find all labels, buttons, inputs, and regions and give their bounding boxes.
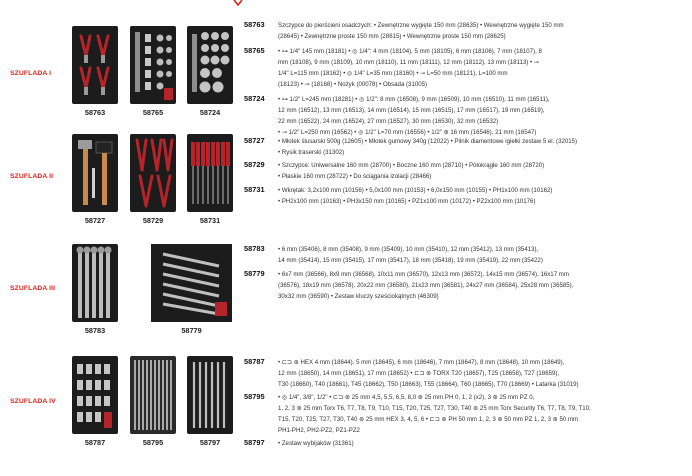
thumb-code: 58783 [84,326,106,335]
entry-number: 58729 [244,160,265,169]
product-thumb-58724[interactable] [187,26,233,117]
entry-number: 58797 [244,438,265,447]
pliers-tray-icon [130,134,176,212]
socket-set-tray-icon [130,26,176,104]
product-thumb-58731[interactable] [187,134,233,225]
top-accent-mark [233,0,243,6]
product-thumb-58729[interactable] [130,134,176,225]
entry-number: 58731 [244,185,265,194]
product-thumb-58797[interactable] [187,356,233,447]
product-thumb-58763[interactable] [72,26,118,117]
bit-tray-icon [130,356,176,434]
entry-description: • Szczypce: Uniwersalne 160 mm (28700) • Boczne 160 mm (28710) • Półokrągłe 160 mm (28720) • Płaskie 160 mm (28722) • Do ściągania izolacji (28466) [278,162,545,180]
screwdriver-tray-icon [187,134,233,212]
entry-number: 58763 [244,20,265,29]
entry-number: 58795 [244,392,265,401]
entry-description: • ⊶ 1/4" 145 mm (18181) • ◎ 1/4": 4 mm (18104), 5 mm (18105), 6 mm (18106), 7 mm (18107), 8 mm (18108), 9 mm (18109), 10 mm (18110), 11 mm (18111), 12 mm (18112), 13 mm (18113) • ⊸ 1/4" L=115 mm (18162) • ◎ 1/4" L=35 mm (18160) • ⊸ L=50 mm (18121), L=100 mm (18123) • ⊸ (18168) • Nożyk (00078) • Obsada (31005) [278,48,542,88]
drawer-label-4: SZUFLADA IV [10,398,56,405]
thumb-code: 58795 [142,438,164,447]
entry-description: • Wkrętak: 3,2x100 mm (10156) • 5,0x100 mm (10153) • 6,0x150 mm (10155) • PH1x100 mm (10162) • PH2x100 mm (10163) • PH3x150 mm (10165) • PZ1x100 mm (10172) • PZ2x100 mm (10176) [278,187,553,205]
entry-number: 58724 [244,94,265,103]
entry-description: • Zestaw wybijaków (31361) [278,440,354,447]
product-thumb-58787[interactable] [72,356,118,447]
offset-wrench-tray-icon [151,244,232,322]
product-thumb-58783[interactable] [72,244,118,335]
entry-number: 58779 [244,269,265,278]
thumb-code: 58727 [84,216,106,225]
drawer-label-2: SZUFLADA II [10,173,54,180]
entry-number: 58727 [244,136,265,145]
pliers-tray-icon [72,26,118,104]
entry-number: 58787 [244,357,265,366]
product-thumb-58779[interactable] [151,244,232,335]
entry-description: • ⊏⊐ ⊛ HEX 4 mm (18644), 5 mm (18645), 6 mm (18646), 7 mm (18647), 8 mm (18648), 10 mm (18649), 12 mm (18650), 14 mm (18651), 17 mm (18652) • ⊏⊐ ⊛ TORX T20 (18657), T25 (18658), T27 (18659), T30 (18660), T40 (18661), T45 (18662), T50 (18663), T55 (18664), T60 (18665), T70 (18669) • Latarka (31019) [278,359,579,388]
entry-description: • ⊶ 1/2" L=245 mm (18281) • ◎ 1/2": 8 mm (16508), 9 mm (16509), 10 mm (16510), 11 mm (16511), 12 mm (16512), 13 mm (16513), 14 mm (16514), 15 mm (16515), 17 mm (16517), 19 mm (16519), 22 mm (16522), 24 mm (16524), 27 mm (16527), 30 mm (16530), 32 mm (16532) • ⊸ 1/2" L=250 mm (16562) • ◎ 1/2" L=70 mm (16556) • 1/2" ⊛ 16 mm (16546), 21 mm (16547) [278,96,550,136]
entry-number: 58765 [244,46,265,55]
product-thumb-58765[interactable] [130,26,176,117]
product-thumb-58727[interactable] [72,134,118,225]
thumb-code: 58729 [142,216,164,225]
entry-description: • Młotek ślusarski 500g (12605) • Młotek gumowy 340g (12022) • Pilnik diamentowe igiełki zestaw 5 el. (32015) • Rysik traserski (31302) [278,138,578,156]
thumb-code: 58797 [199,438,221,447]
entry-description: • ◎ 1/4", 3/8", 1/2" • ⊏⊐ ⊛ 25 mm 4,5, 5,5, 6,5, 8,0 ⊛ 25 mm PH 0, 1, 2 (x2), 3 ⊛ 25 mm PZ 0, 1, 2, 3 ⊛ 25 mm Torx T6, T7, T8, T9, T10, T15, T20, T25, T27, T30, T40 ⊛ 25 mm Torx Security T6, T7, T8, T9, T10, T15, T20, T25, T27, T30, T40 ⊛ 25 mm HEX 3, 4, 5, 6 • ⊏⊐ ⊛ PH 50 mm 1, 2, 3 ⊛ 50 mm PZ 1, 2, 3 ⊛ 50 mm PH1-PH2, PH2-PZ2, PZ1-PZ2 [278,394,591,434]
product-thumb-58795[interactable] [130,356,176,447]
hammer-tray-icon [72,134,118,212]
drawer-label-1: SZUFLADA I [10,70,52,77]
thumb-code: 58731 [199,216,221,225]
thumb-code: 58765 [142,108,164,117]
drawer-label-3: SZUFLADA III [10,285,56,292]
thumb-code: 58763 [84,108,106,117]
extractor-tray-icon [187,356,233,434]
wrench-tray-icon [72,244,118,322]
thumb-code: 58787 [84,438,106,447]
bit-socket-tray-icon [72,356,118,434]
thumb-code: 58724 [199,108,221,117]
socket-set-tray-icon [187,26,233,104]
entry-number: 58783 [244,244,265,253]
entry-description: • 6x7 mm (36566), 8x9 mm (36568), 10x11 mm (36570), 12x13 mm (36572), 14x15 mm (36574), 16x17 mm (36576), 18x19 mm (36578), 20x22 mm (36580), 21x23 mm (36581), 24x27 mm (36584), 25x28 mm (36585), 30x32 mm (36590) • Zestaw kluczy sześciokątnych (46309) [278,271,574,300]
entry-description: • 6 mm (35406), 8 mm (35408), 9 mm (35409), 10 mm (35410), 12 mm (35412), 13 mm (35413), 14 mm (35414), 15 mm (35415), 17 mm (35417), 18 mm (35418), 19 mm (35419), 22 mm (35422) [278,246,543,264]
entry-description: Szczypce do pierścieni osadczych: • Zewnętrzne wygięte 150 mm (28635) • Wewnętrzne wygięte 150 mm (28645) • Zewnętrzne proste 150 mm (28615) • Wewnętrzne proste 150 mm (28625) [278,22,564,40]
thumb-code: 58779 [181,326,202,335]
